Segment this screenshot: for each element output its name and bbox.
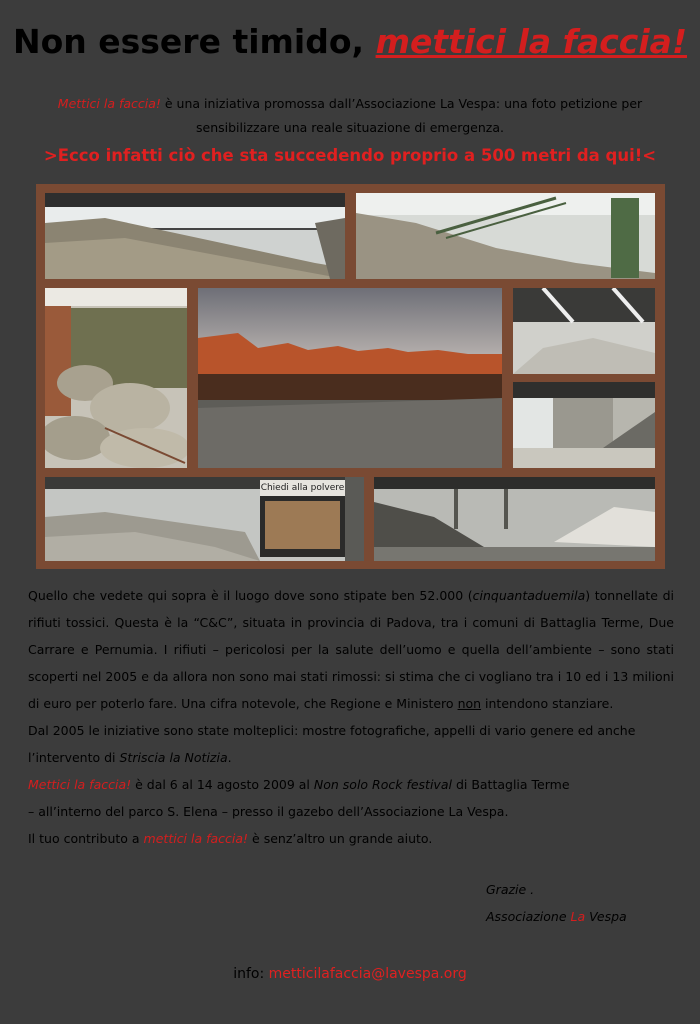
paragraph-4: – all’interno del parco S. Elena – presso il gazebo dell’Associazione La Vespa. <box>28 804 509 819</box>
paragraph-5 <box>28 825 674 852</box>
title-plain: Non essere timido, <box>12 22 376 61</box>
p3-part-a: è dal 6 al 14 agosto 2009 al <box>131 777 314 792</box>
p3-italic: Non solo Rock festival <box>313 777 452 792</box>
p3-part-b: di Battaglia Terme <box>451 777 570 792</box>
photo-collage <box>36 184 665 569</box>
panel-label: Chiedi alla polvere <box>260 480 345 496</box>
photo-sunset-warehouse <box>198 288 502 468</box>
p3-brand: Mettici la faccia! <box>28 777 132 792</box>
p1-part-c: intendono stanziare. <box>481 696 614 711</box>
p2-part-a: Dal 2005 le iniziative sono state molteplici: mostre fotografiche, appelli di vario genere ed anche l’intervento di <box>28 723 636 765</box>
p5-part-b: è senz’altro un grande aiuto. <box>248 831 433 846</box>
body-text <box>28 582 674 852</box>
p2-italic: Striscia la Notizia <box>119 750 228 765</box>
footer-info <box>0 966 700 982</box>
signature-org <box>486 903 627 930</box>
photo-warehouse-rubble <box>45 193 345 279</box>
p5-part-a: Il tuo contributo a <box>28 831 144 846</box>
org-red: La <box>570 909 586 924</box>
p2-part-b: . <box>227 750 232 765</box>
footer-email-link[interactable]: metticilafaccia@lavespa.org <box>268 966 467 982</box>
intro-paragraph <box>30 92 670 140</box>
p1-italic: cinquantaduemila <box>472 588 586 603</box>
p1-underline: non <box>457 696 482 711</box>
photo-conveyor-pile <box>356 193 655 279</box>
paragraph-1 <box>28 582 674 717</box>
org-part-a: Associazione <box>486 909 571 924</box>
photo-interior-dust <box>374 477 655 561</box>
alert-line: >Ecco infatti ciò che sta succedendo proprio a 500 metri da qui!< <box>43 146 657 165</box>
org-part-b: Vespa <box>585 909 627 924</box>
p1-part-a: Quello che vedete qui sopra è il luogo dove sono stipate ben 52.000 ( <box>28 588 473 603</box>
photo-hangar-pile <box>513 288 655 374</box>
signature-thanks: Grazie . <box>486 882 535 897</box>
paragraph-3 <box>28 771 674 798</box>
intro-brand: Mettici la faccia! <box>57 96 161 111</box>
paragraph-2 <box>28 717 674 771</box>
footer-label: info: <box>233 966 269 982</box>
photo-empty-building <box>513 382 655 468</box>
p5-brand: mettici la faccia! <box>143 831 249 846</box>
title-highlight: mettici la faccia! <box>375 22 687 61</box>
signature <box>486 876 627 930</box>
p1-part-b: ) tonnellate di rifiuti tossici. Questa è la “C&C”, situata in provincia di Padova, tra i comuni di Battaglia Terme, Due Carrare e Pernumia. I rifiuti – pericolosi per la salute dell’uomo e quella dell’ambiente – sono stati scoperti nel 2005 e da allora non sono mai stati rimossi: si stima che ci vogliano tra i 10 ed i 13 milioni di euro per poterlo fare. Una cifra notevole, che Regione e Ministero <box>28 588 674 711</box>
intro-text: è una iniziativa promossa dall’Associazione La Vespa: una foto petizione per sensibilizzare una reale situazione di emergenza. <box>160 96 643 135</box>
photo-doorway-rocks <box>45 288 187 468</box>
page-title <box>0 22 700 61</box>
